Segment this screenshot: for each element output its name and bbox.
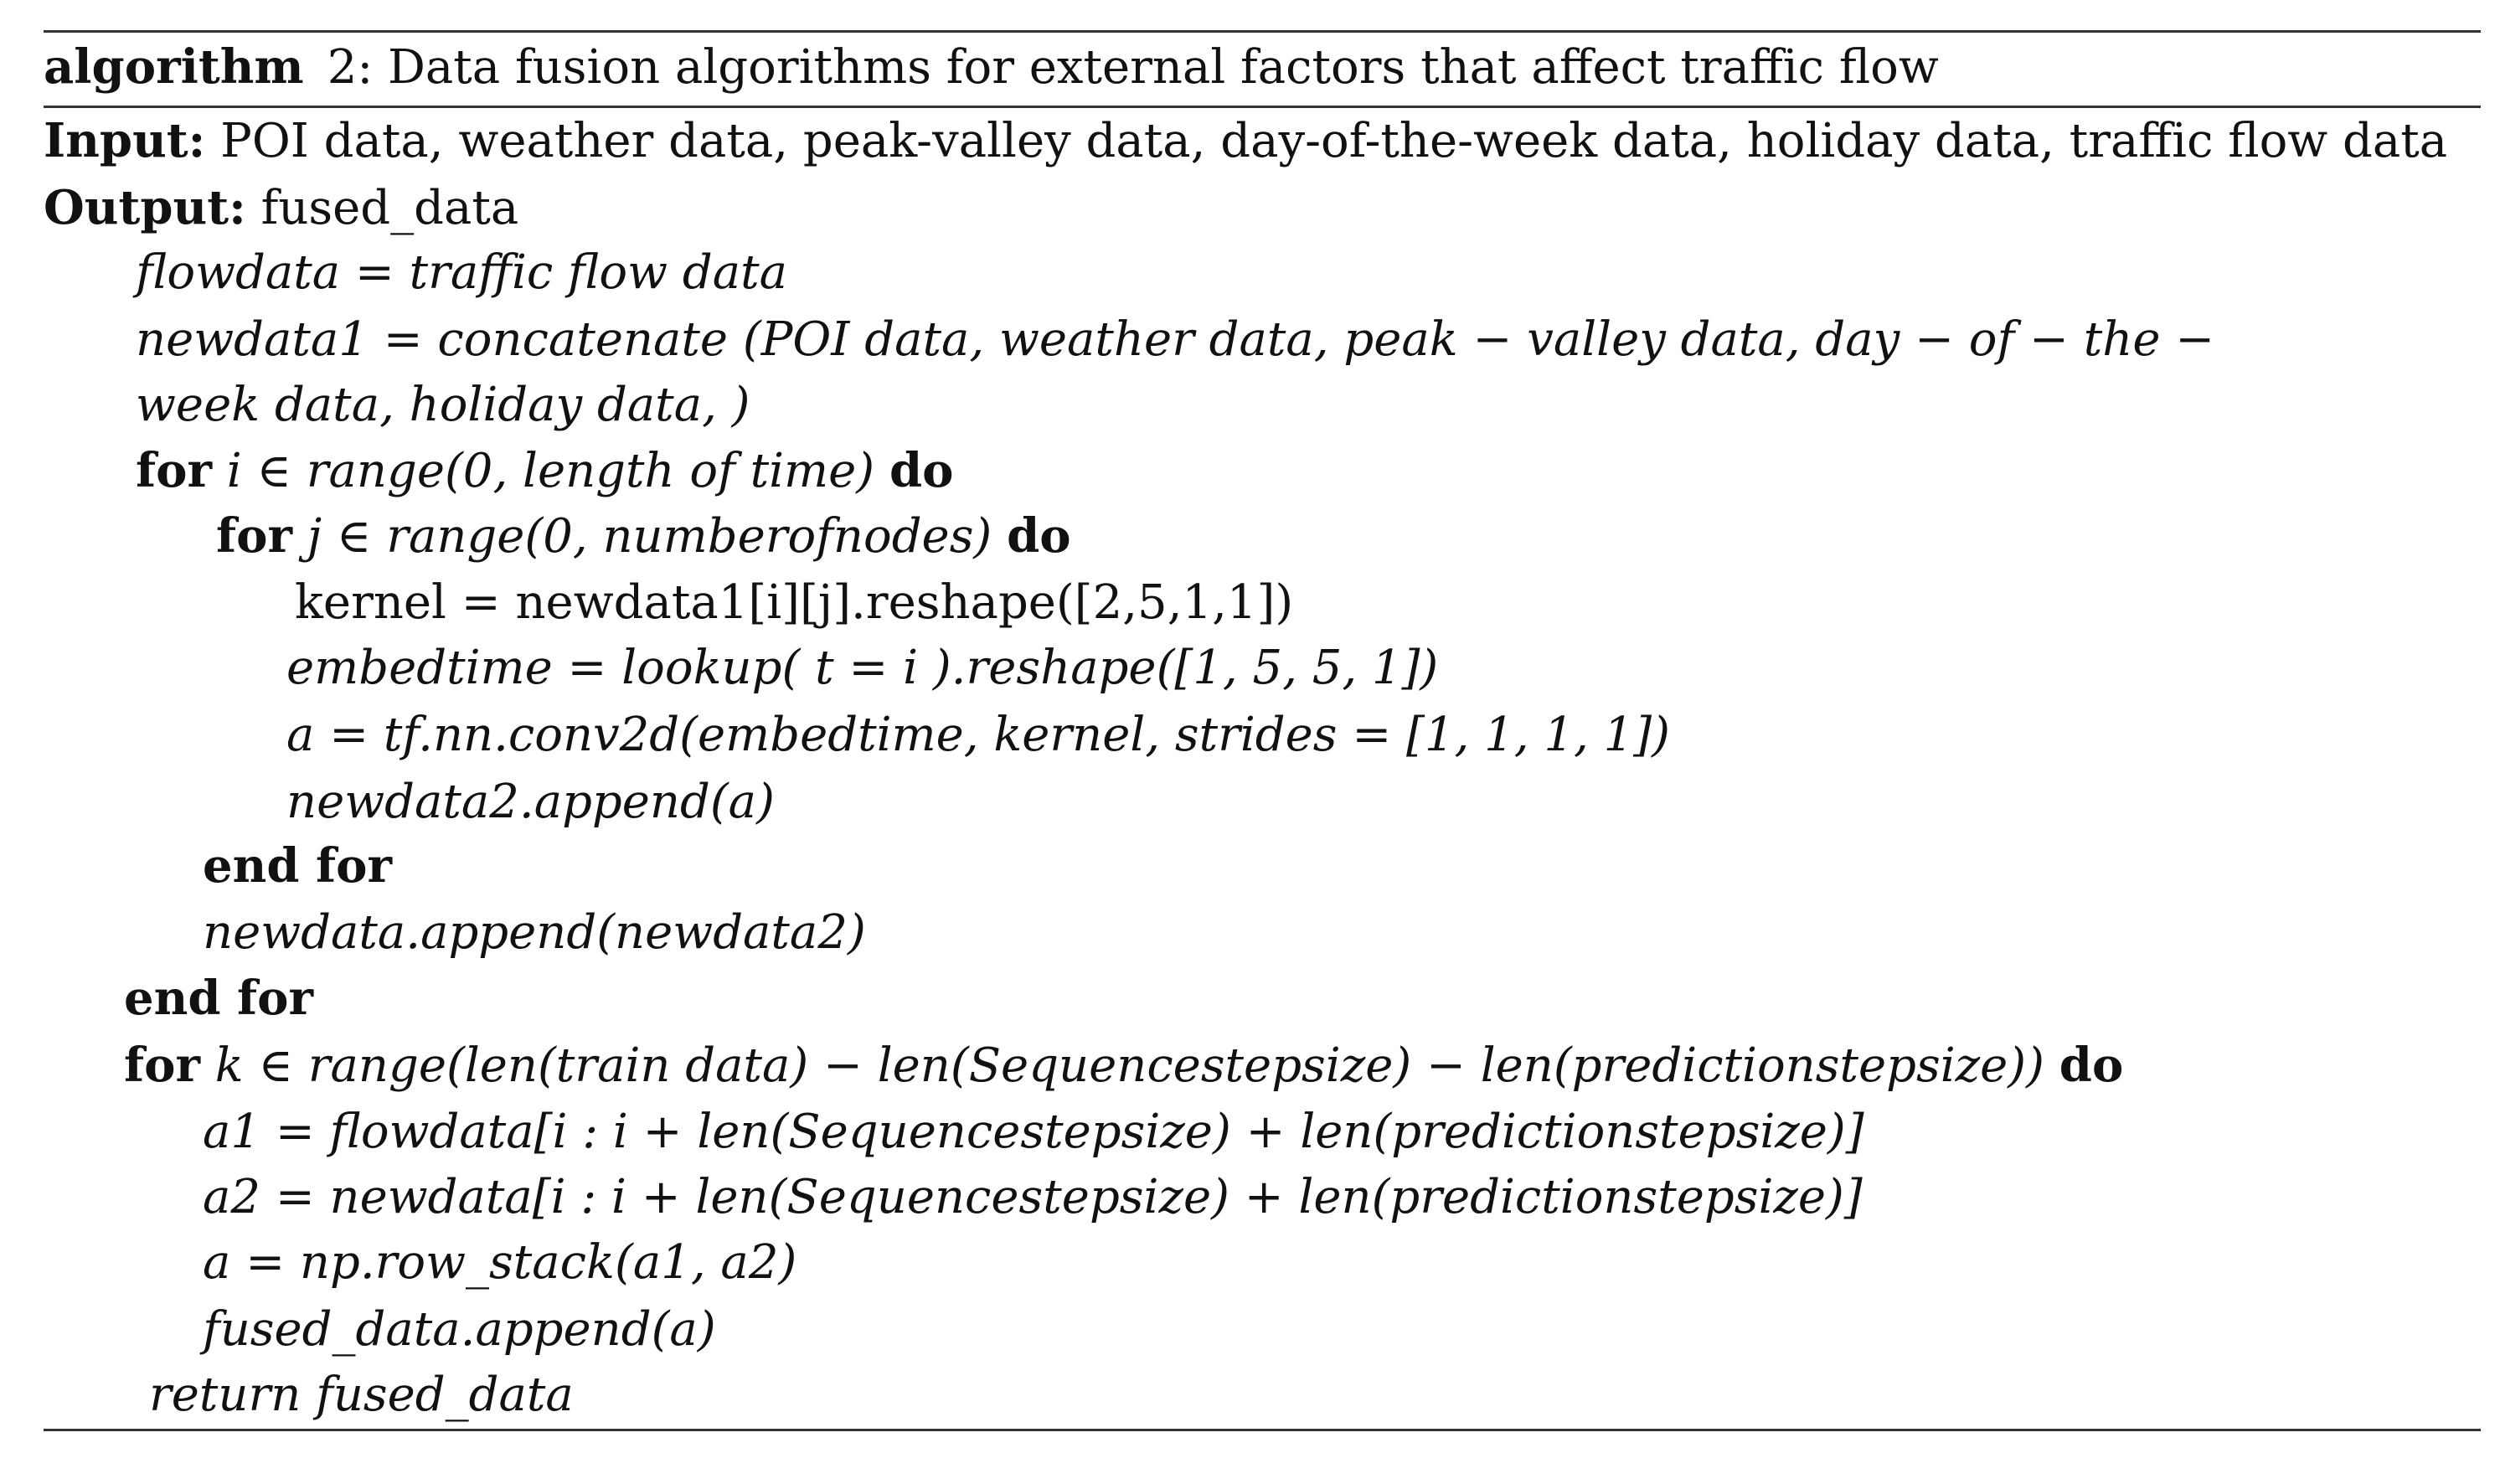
input-line: [44, 114, 2447, 168]
step-embedtime: embedtime = lookup( t = i ).reshape([1, 5, 5, 1]): [286, 641, 1439, 695]
for-keyword: for: [124, 1038, 200, 1093]
algorithm-header: [44, 40, 1939, 95]
output-line: [44, 181, 518, 235]
loop-var-j: j ∈: [307, 509, 372, 564]
step-newdata1: newdata1 = concatenate (POI data, weather data, peak − valley data, day − of − the −: [136, 312, 2215, 367]
input-keyword: Input:: [44, 113, 206, 168]
output-keyword: Output:: [44, 180, 246, 235]
bottom-rule: [44, 1429, 2481, 1431]
step-newdata-append: newdata.append(newdata2): [203, 905, 866, 960]
do-keyword: do: [1007, 508, 1071, 564]
loop-var-k: k ∈: [214, 1038, 293, 1093]
loop-var-i: i ∈: [226, 444, 291, 498]
step-newdata2-append: newdata2.append(a): [286, 775, 775, 829]
for-keyword: for: [216, 508, 292, 564]
step-return: return fused_data: [149, 1368, 574, 1422]
step-a1: a1 = flowdata[i : i + len(Sequencestepsize) + len(predictionstepsize)]: [203, 1105, 1864, 1159]
step-kernel: kernel = newdata1[i][j].reshape([2,5,1,1]): [295, 575, 1294, 630]
algorithm-number: 2: [327, 40, 358, 95]
loop-range-j: range(0, numberofnodes): [386, 509, 992, 564]
output-text: fused_data: [260, 181, 519, 235]
step-flowdata: flowdata = traffic flow data: [136, 245, 787, 300]
loop-range-k: range(len(train data) − len(Sequencestepsize) − len(predictionstepsize)): [307, 1038, 2044, 1093]
step-a2: a2 = newdata[i : i + len(Sequencestepsize) + len(predictionstepsize)]: [203, 1170, 1863, 1224]
do-keyword: do: [2059, 1038, 2124, 1093]
loop-range-i: range(0, length of time): [306, 444, 875, 498]
loop-for-i: [136, 444, 953, 498]
end-for-inner: end for: [203, 838, 392, 894]
loop-for-j: [216, 509, 1071, 564]
step-fused-append: fused_data.append(a): [203, 1302, 716, 1357]
header-rule: [44, 106, 2481, 108]
algorithm-title: : Data fusion algorithms for external factors that affect traffic flow: [357, 40, 1939, 95]
top-rule: [44, 30, 2481, 33]
algorithm-keyword: algorithm: [44, 39, 304, 95]
input-text: POI data, weather data, peak-valley data, day-of-the-week data, holiday data, traffic flow data: [220, 114, 2448, 168]
loop-for-k: [124, 1038, 2123, 1093]
step-row-stack: a = np.row_stack(a1, a2): [203, 1235, 797, 1290]
end-for-outer: end for: [124, 971, 313, 1026]
for-keyword: for: [136, 443, 212, 498]
step-newdata1-continued: week data, holiday data, ): [136, 378, 750, 432]
do-keyword: do: [889, 443, 954, 498]
step-conv2d: a = tf.nn.conv2d(embedtime, kernel, strides = [1, 1, 1, 1]): [286, 708, 1670, 762]
